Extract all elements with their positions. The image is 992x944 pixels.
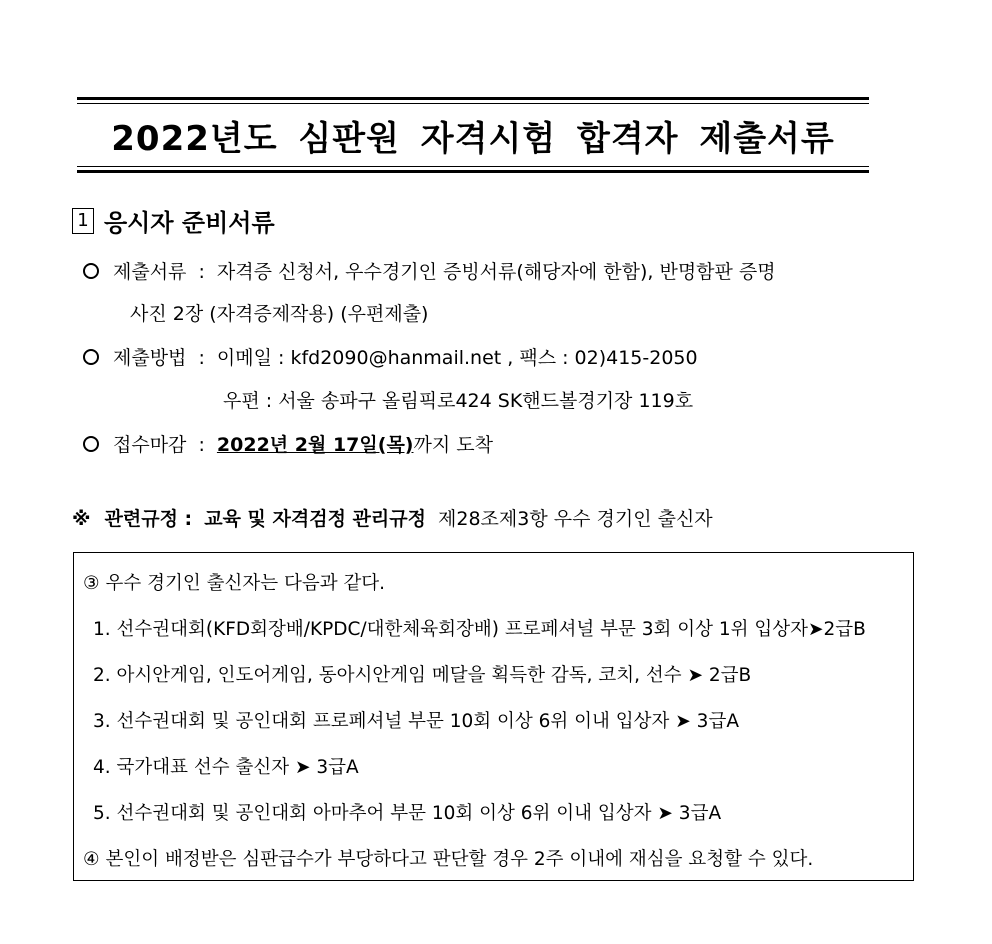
list-item: 4. 국가대표 선수 출신자 ➤ 3급A: [93, 757, 359, 778]
item-submission-method: [83, 343, 698, 370]
section-title: 응시자 준비서류: [104, 209, 275, 237]
regulation-rest: 제28조제3항 우수 경기인 출신자: [438, 508, 713, 530]
list-item: 2. 아시안게임, 인도어게임, 동아시안게임 메달을 획득한 감독, 코치, 선수 ➤ 2급B: [93, 665, 752, 686]
deadline-suffix: 까지 도착: [413, 434, 493, 456]
item-label: 접수마감: [113, 434, 187, 456]
regulation-line: [72, 504, 713, 531]
circle-bullet-icon: [83, 436, 99, 452]
deadline-date: 2022년 2월 17일(목): [216, 434, 414, 456]
item-submission-docs-cont: 사진 2장 (자격증제작용) (우편제출): [130, 303, 429, 325]
reference-mark: ※: [72, 508, 91, 530]
list-item: 5. 선수권대회 및 공인대회 아마추어 부문 10회 이상 6위 이내 입상자 ➤ 3급A: [93, 803, 722, 824]
item-submission-docs: [83, 257, 776, 284]
circle-bullet-icon: [83, 349, 99, 365]
item-text: 자격증 신청서, 우수경기인 증빙서류(해당자에 한함), 반명함판 증명: [216, 261, 776, 283]
box-footer: ④ 본인이 배정받은 심판급수가 부당하다고 판단할 경우 2주 이내에 재심을 요청할 수 있다.: [83, 849, 814, 870]
title-frame: [77, 97, 869, 173]
item-deadline: [83, 430, 493, 457]
section-heading: [72, 203, 275, 238]
circle-bullet-icon: [83, 263, 99, 279]
box-header: ③ 우수 경기인 출신자는 다음과 같다.: [83, 573, 386, 594]
regulation-prefix: 관련규정 :: [104, 508, 193, 530]
item-label: 제출방법: [113, 347, 187, 369]
item-separator: :: [198, 261, 205, 283]
page-title: 2022년도 심판원 자격시험 합격자 제출서류: [111, 118, 835, 159]
item-submission-method-cont: 우편 : 서울 송파구 올림픽로424 SK핸드볼경기장 119호: [223, 390, 694, 412]
item-label: 제출서류: [113, 261, 187, 283]
regulation-box: [73, 552, 914, 881]
item-text: 이메일 : kfd2090@hanmail.net , 팩스 : 02)415-2050: [216, 347, 698, 369]
section-number-box: 1: [72, 208, 94, 234]
list-item: 3. 선수권대회 및 공인대회 프로페셔널 부문 10회 이상 6위 이내 입상자 ➤ 3급A: [93, 711, 739, 732]
item-separator: :: [198, 347, 205, 369]
regulation-name: 교육 및 자격검정 관리규정: [204, 508, 426, 530]
item-separator: :: [198, 434, 205, 456]
list-item: 1. 선수권대회(KFD회장배/KPDC/대한체육회장배) 프로페셔널 부문 3회 이상 1위 입상자➤2급B: [93, 619, 866, 640]
